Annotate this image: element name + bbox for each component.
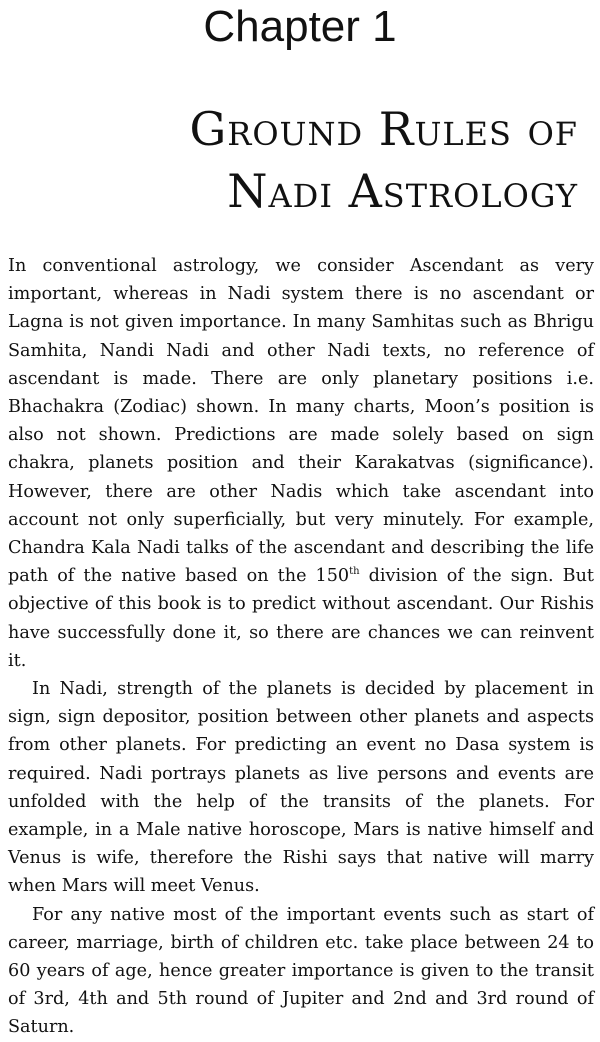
chapter-title — [18, 98, 578, 222]
paragraph-2: In Nadi, strength of the planets is decided by placement in sign, sign depositor, position between other planets and aspects from other planets. For predicting an event no Dasa system is required. Nadi portrays planets as live persons and events are unfolded with the help of the transits of the planets. For example, in a Male native horoscope, Mars is native himself and Venus is wife, therefore the Rishi says that native will marry when Mars will meet Venus. — [8, 679, 594, 897]
paragraph-1 — [8, 252, 594, 675]
chapter-title-line-1: Ground Rules of — [189, 102, 578, 156]
chapter-label: Chapter 1 — [203, 2, 397, 51]
chapter-title-line-2: Nadi Astrology — [227, 164, 578, 218]
paragraph-3: For any native most of the important events such as start of career, marriage, birth of children etc. take place between 24 to 60 years of age, hence greater importance is given to the transit of 3rd, 4th and 5th round of Jupiter and 2nd and 3rd round of Saturn. — [8, 904, 594, 1038]
paragraph-1-text-a: In conventional astrology, we consider Ascendant as very important, whereas in Nadi system there is no ascendant or Lagna is not given importance. In many Samhitas such as Bhrigu Samhita, Nandi Nadi and other Nadi texts, no reference of ascendant is made. There are only planetary positions i.e. Bhachakra (Zodiac) shown. In many charts, Moon’s position is also not shown. Predictions are made solely based on sign chakra, planets position and their Karakatvas (significance). However, there are other Nadis which take ascendant into account not only superficially, but very minutely. For example, Chandra Kala Nadi talks of the ascendant and describing the life path of the native based on the 150 — [8, 256, 594, 587]
paragraph-1-text-b: division of the sign. But objective of this book is to predict without ascendant. Our Rishis have successfully done it, so there are chances we can reinvent it. — [8, 566, 595, 671]
ordinal-superscript: th — [349, 566, 360, 578]
body-text — [8, 252, 594, 1042]
